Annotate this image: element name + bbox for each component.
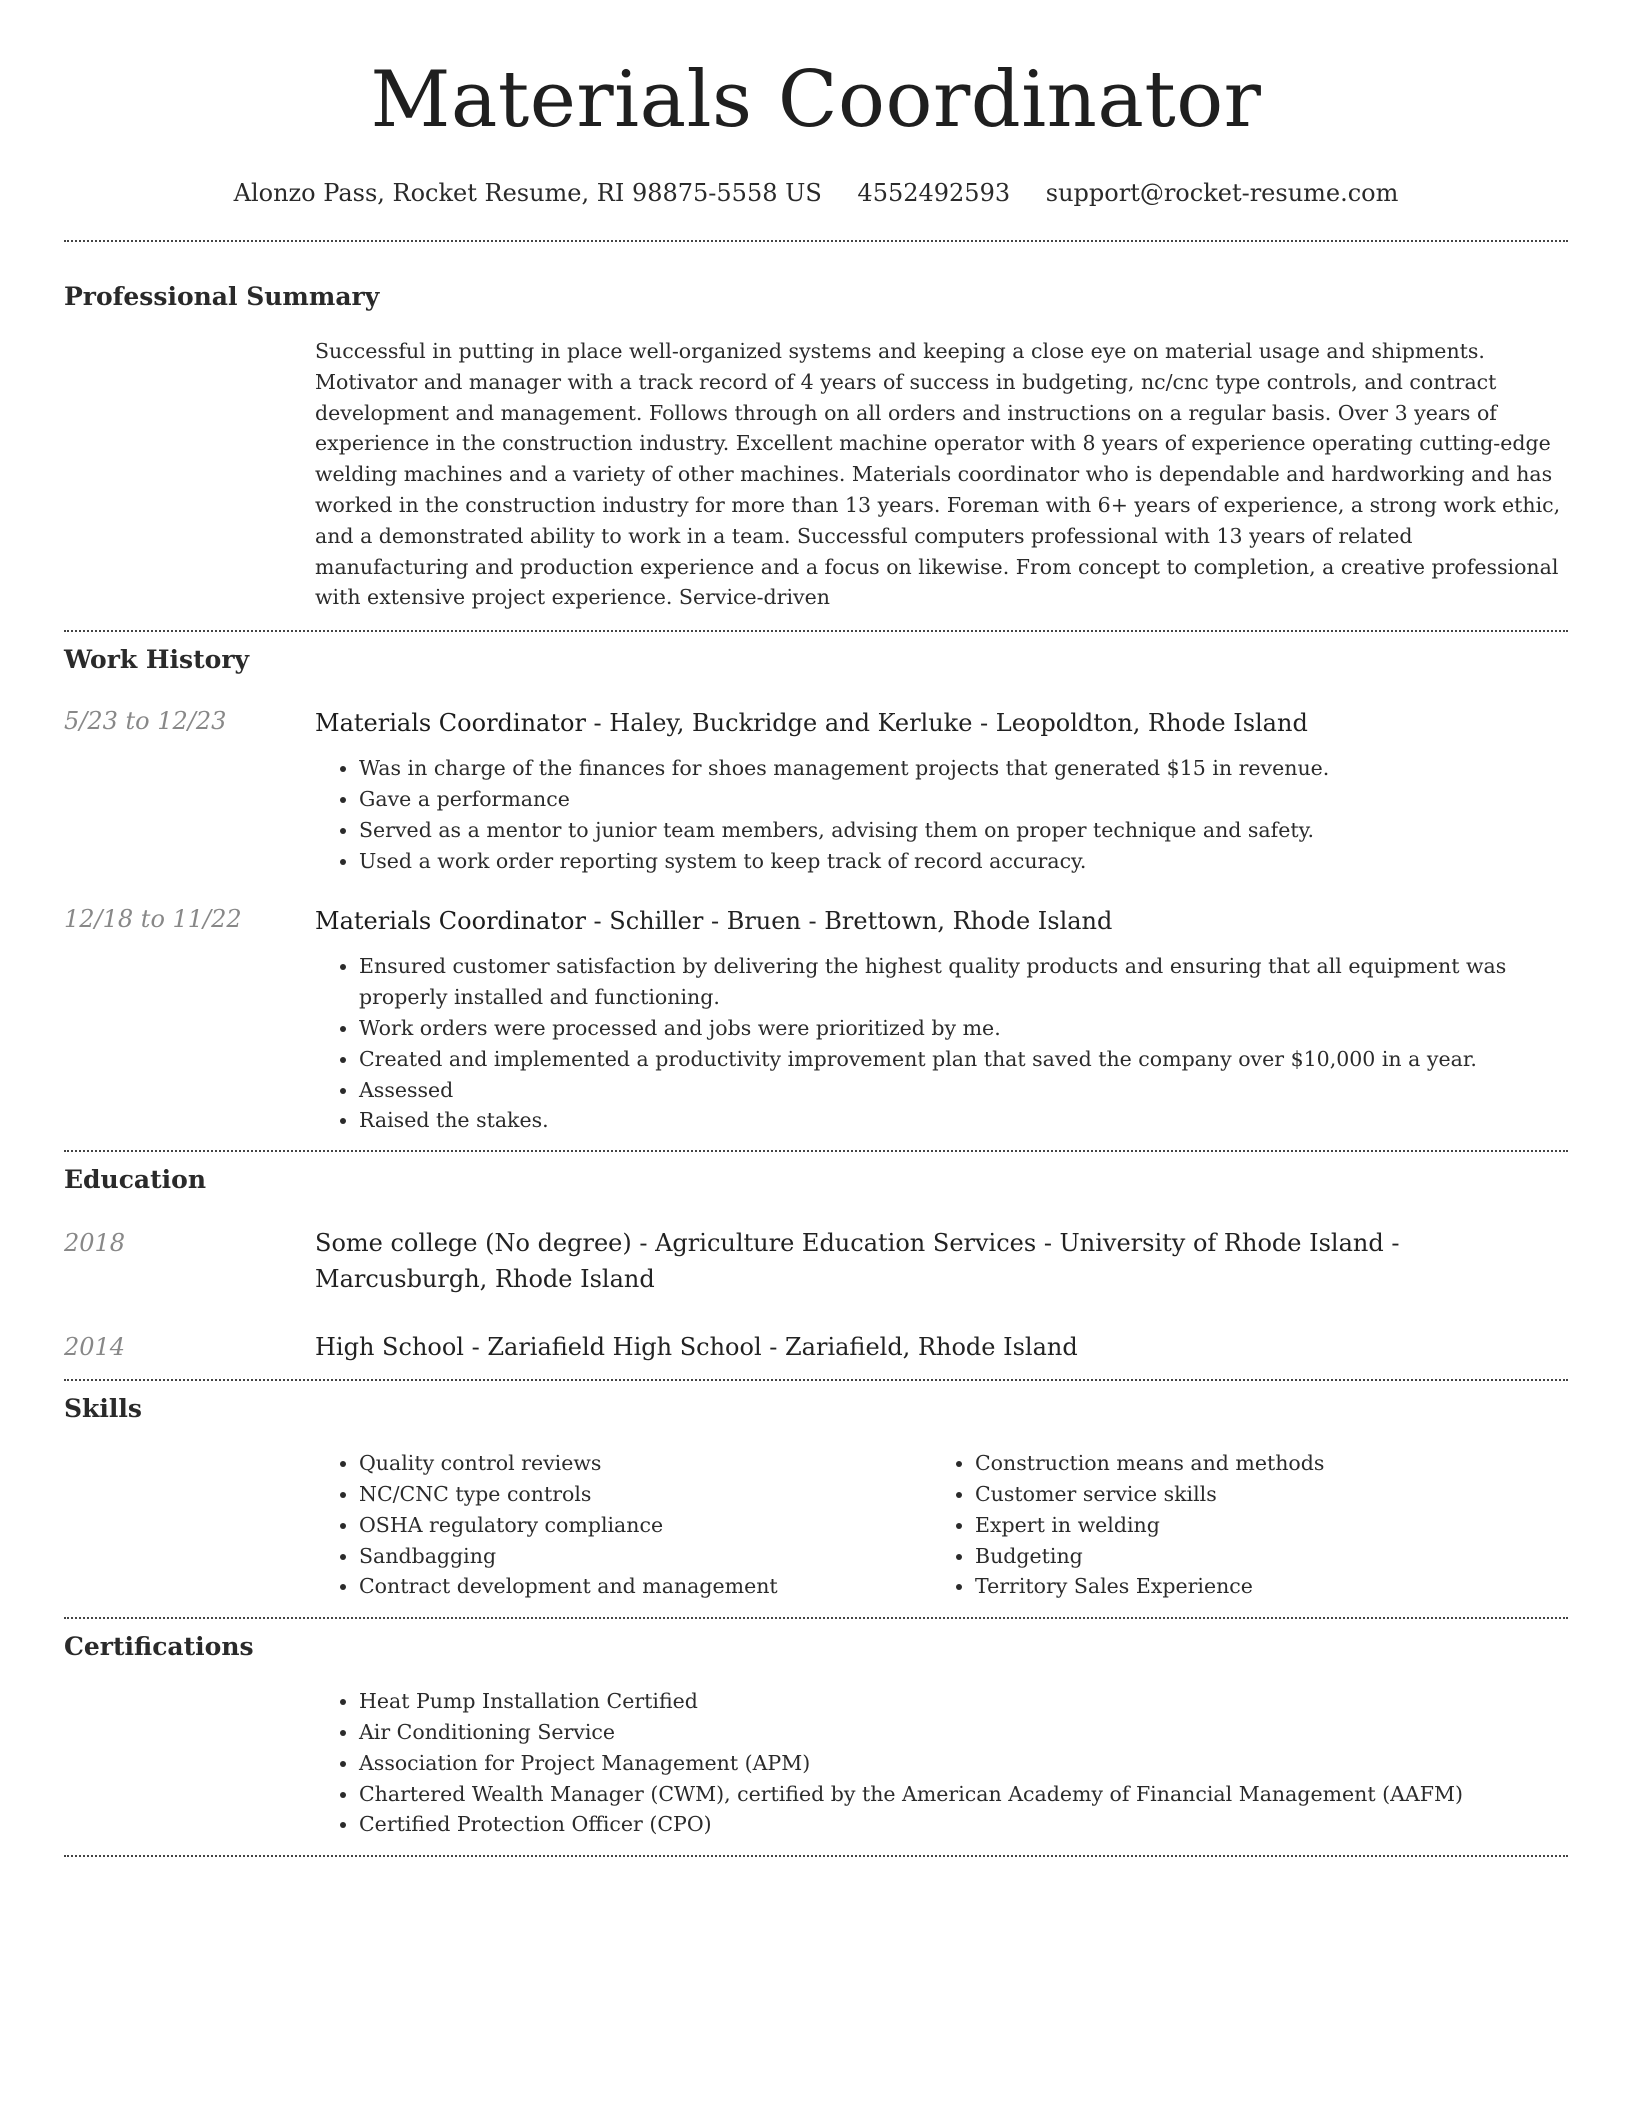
section-heading-certifications: Certifications <box>64 1632 254 1662</box>
education-details: - Zariafield High School - Zariafield, Rhode Island <box>463 1333 1078 1362</box>
job-heading <box>315 705 1568 741</box>
divider <box>64 1617 1568 1619</box>
list-item: • Sandbagging <box>359 1541 931 1572</box>
list-item: • Chartered Wealth Manager (CWM), certified by the American Academy of Financial Management (AAFM) <box>359 1779 1568 1810</box>
job-title: Materials Coordinator <box>315 907 586 936</box>
list-item: • Construction means and methods <box>975 1448 1555 1479</box>
job-details: - Schiller - Bruen - Brettown, Rhode Island <box>585 907 1113 936</box>
list-item: • Gave a performance <box>359 784 1568 815</box>
job-entry <box>64 903 1568 1136</box>
summary-text: Successful in putting in place well-organized systems and keeping a close eye on material usage and shipments. Motivator and manager with a track record of 4 years of success in budgeting, nc/cnc type controls, and contract development and management. Follows through on all orders and instructions on a regular basis. Over 3 years of experience in the construction industry. Excellent machine operator with 8 years of experience operating cutting-edge welding machines and a variety of other machines. Materials coordinator who is dependable and hardworking and has worked in the construction industry for more than 13 years. Foreman with 6+ years of experience, a strong work ethic, and a demonstrated ability to work in a team. Successful computers professional with 13 years of related manufacturing and production experience and a focus on likewise. From concept to completion, a creative professional with extensive project experience. Service-driven <box>315 339 1561 610</box>
contact-line <box>64 178 1568 208</box>
list-item: • Assessed <box>359 1075 1568 1106</box>
list-item: • Used a work order reporting system to keep track of record accuracy. <box>359 846 1568 877</box>
list-item: • Heat Pump Installation Certified <box>359 1686 1568 1717</box>
section-heading-skills: Skills <box>64 1394 142 1424</box>
divider <box>64 1855 1568 1857</box>
section-heading-education: Education <box>64 1165 207 1195</box>
list-item: • Ensured customer satisfaction by delivering the highest quality products and ensuring that all equipment was properly installed and functioning. <box>359 951 1568 1013</box>
list-item: • Territory Sales Experience <box>975 1571 1555 1602</box>
page-title: Materials Coordinator <box>370 55 1262 145</box>
list-item: • Served as a mentor to junior team members, advising them on proper technique and safety. <box>359 815 1568 846</box>
job-heading <box>315 903 1568 939</box>
list-item: • Customer service skills <box>975 1479 1555 1510</box>
education-entry <box>64 1225 1568 1297</box>
job-details: - Haley, Buckridge and Kerluke - Leopoldton, Rhode Island <box>585 709 1308 738</box>
education-details: - University of Rhode Island - Marcusburgh, Rhode Island <box>315 1229 1400 1294</box>
education-entry <box>64 1329 1568 1365</box>
education-heading <box>315 1225 1568 1297</box>
education-year: 2014 <box>64 1333 126 1362</box>
education-year: 2018 <box>64 1229 126 1258</box>
list-item: • Expert in welding <box>975 1510 1555 1541</box>
contact-address: Alonzo Pass, Rocket Resume, RI 98875-5558 US <box>233 179 822 207</box>
list-item: • NC/CNC type controls <box>359 1479 931 1510</box>
list-item: • Air Conditioning Service <box>359 1717 1568 1748</box>
divider <box>64 630 1568 632</box>
job-title: Materials Coordinator <box>315 709 586 738</box>
list-item: • Created and implemented a productivity improvement plan that saved the company over $10,000 in a year. <box>359 1044 1568 1075</box>
skills-column-left <box>315 1448 931 1602</box>
resume-page <box>64 0 1568 1857</box>
section-heading-work-history: Work History <box>64 645 250 675</box>
job-dates: 12/18 to 11/22 <box>64 905 242 934</box>
skills-list <box>315 1448 1568 1602</box>
list-item: • Contract development and management <box>359 1571 931 1602</box>
list-item: • Certified Protection Officer (CPO) <box>359 1809 1568 1840</box>
list-item: • Was in charge of the finances for shoes management projects that generated $15 in revenue. <box>359 753 1568 784</box>
divider <box>64 1150 1568 1152</box>
education-degree: Some college (No degree) - Agriculture Education Services <box>315 1229 1037 1258</box>
list-item: • Raised the stakes. <box>359 1105 1568 1136</box>
list-item: • Quality control reviews <box>359 1448 931 1479</box>
job-bullets <box>315 753 1568 876</box>
job-entry <box>64 705 1568 876</box>
contact-email: support@rocket-resume.com <box>1045 179 1399 207</box>
contact-phone: 4552492593 <box>857 179 1011 207</box>
list-item: • OSHA regulatory compliance <box>359 1510 931 1541</box>
education-degree: High School <box>315 1333 464 1362</box>
section-heading-summary: Professional Summary <box>64 282 380 311</box>
list-item: • Association for Project Management (APM) <box>359 1748 1568 1779</box>
education-heading <box>315 1329 1568 1365</box>
job-dates: 5/23 to 12/23 <box>64 707 227 736</box>
certifications-list <box>315 1686 1568 1840</box>
skills-column-right <box>931 1448 1555 1602</box>
divider <box>64 1379 1568 1381</box>
list-item: • Work orders were processed and jobs were prioritized by me. <box>359 1013 1568 1044</box>
job-bullets <box>315 951 1568 1136</box>
divider <box>64 240 1568 242</box>
list-item: • Budgeting <box>975 1541 1555 1572</box>
